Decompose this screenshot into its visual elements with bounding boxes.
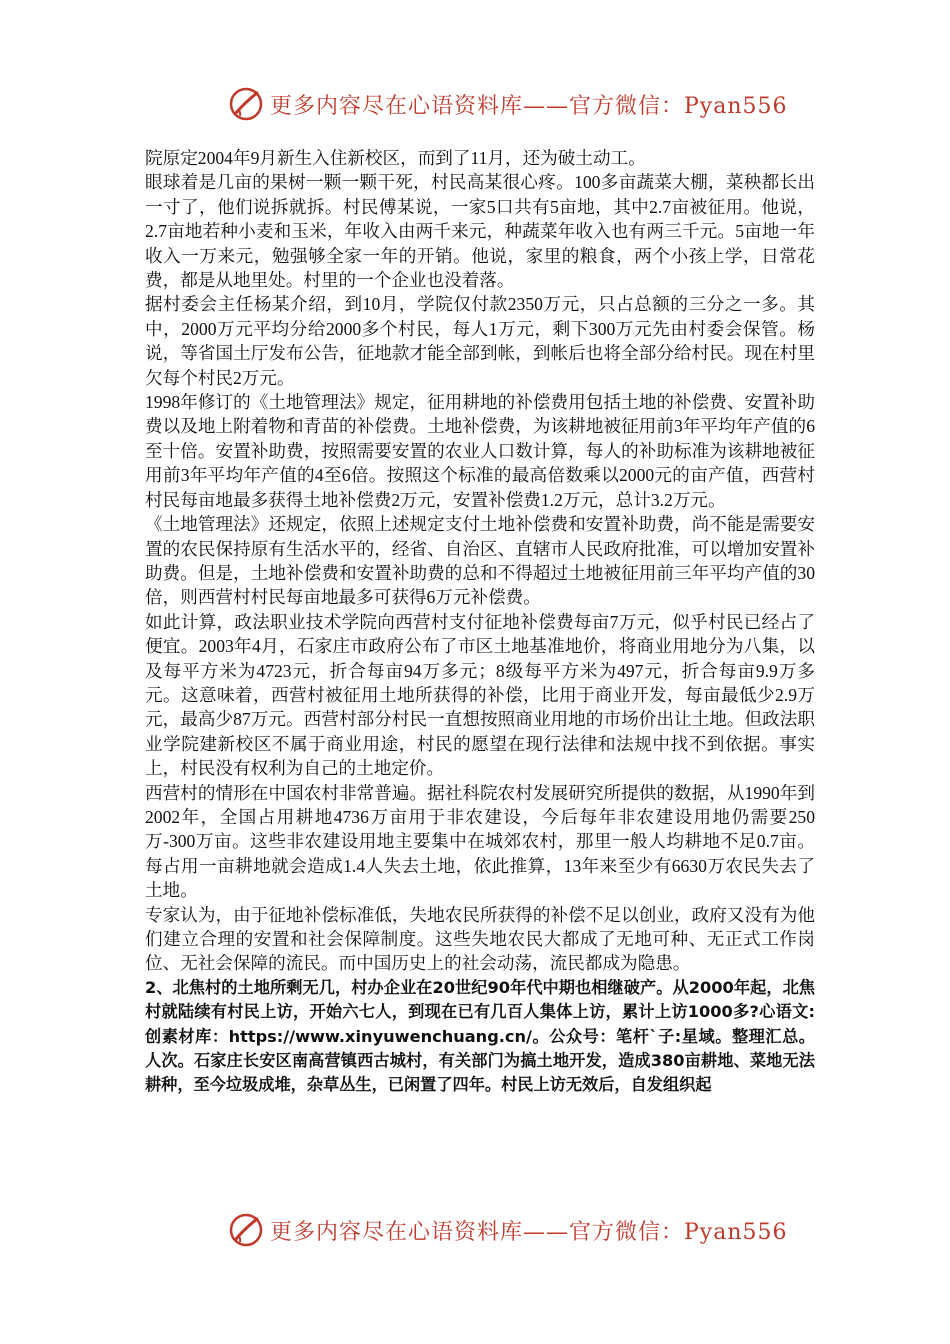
paragraph: 院原定2004年9月新生入住新校区，而到了11月，还为破土动工。: [145, 148, 646, 168]
paragraph: 《土地管理法》还规定，依照上述规定支付土地补偿费和安置补助费，尚不能是需要安置的农民保持原有生活水平的，经省、自治区、直辖市人民政府批准，可以增加安置补助费。但是，土地补偿费和安置补助费的总和不得超过土地被征用前三年平均产值的30倍，则西营村村民每亩地最多可获得6万元补偿费。: [145, 514, 815, 608]
paragraph-bold: 2、北焦村的土地所剩无几，村办企业在20世纪90年代中期也相继破产。从2000年起，北焦村就陆续有村民上访，开始六七人，到现在已有几百人集体上访，累计上访1000多?心语文:创素材库：https://www.xinyuwenchuang.cn/。公众号：笔杆`子:星域。整理汇总。人次。石家庄长安区南高营镇西古城村，有关部门为搞土地开发，造成380亩耕地、菜地无法耕种，至今垃圾成堆，杂草丛生，已闲置了四年。村民上访无效后，自发组织起: [145, 977, 815, 1095]
paragraph: 眼球着是几亩的果树一颗一颗干死，村民高某很心疼。100多亩蔬菜大棚，菜秧都长出一寸了，他们说拆就拆。村民傅某说，一家5口共有5亩地，其中2.7亩被征用。他说，2.7亩地若种小麦和玉米，年收入由两千来元，种蔬菜年收入也有两三千元。5亩地一年收入一万来元，勉强够全家一年的开销。他说，家里的粮食，两个小孩上学，日常花费，都是从地里处。村里的一个企业也没着落。: [145, 172, 815, 291]
header-watermark-banner: [0, 84, 950, 124]
brush-logo-icon: [228, 86, 264, 122]
paragraph: 专家认为，由于征地补偿标准低，失地农民所获得的补偿不足以创业，政府又没有为他们建立合理的安置和社会保障制度。这些失地农民大都成了无地可种、无正式工作岗位、无社会保障的流民。而中国历史上的社会动荡，流民都成为隐患。: [145, 904, 815, 974]
paragraph: 如此计算，政法职业技术学院向西营村支付征地补偿费每亩7万元，似乎村民已经占了便宜。2003年4月，石家庄市政府公布了市区土地基准地价，将商业用地分为八集，以及每平方米为4723元，折合每亩94万多元；8级每平方米为497元，折合每亩9.9万多元。这意味着，西营村被征用土地所获得的补偿，比用于商业开发，每亩最低少2.9万元，最高少87万元。西营村部分村民一直想按照商业用地的市场价出让土地。但政法职业学院建新校区不属于商业用途，村民的愿望在现行法律和法规中找不到依据。事实上，村民没有权利为自己的土地定价。: [145, 611, 815, 779]
footer-watermark-banner: [0, 1210, 950, 1250]
brush-logo-icon: [228, 1212, 264, 1248]
paragraph: 西营村的情形在中国农村非常普遍。据社科院农村发展研究所提供的数据，从1990年到2002年，全国占用耕地4736万亩用于非农建设，今后每年非农建设用地仍需要250万-300万亩。这些非农建设用地主要集中在城郊农村，那里一般人均耕地不足0.7亩。每占用一亩耕地就会造成1.4人失去土地，依此推算，13年来至少有6630万农民失去了土地。: [145, 782, 815, 901]
banner-text: 更多内容尽在心语资料库——官方微信：Pyan556: [270, 1219, 788, 1245]
paragraph: 1998年修订的《土地管理法》规定，征用耕地的补偿费用包括土地的补偿费、安置补助费以及地上附着物和青苗的补偿费。土地补偿费，为该耕地被征用前3年平均年产值的6至十倍。安置补助费，按照需要安置的农业人口数计算，每人的补助标准为该耕地被征用前3年平均年产值的4至6倍。按照这个标准的最高倍数乘以2000元的亩产值，西营村村民每亩地最多获得土地补偿费2万元，安置补偿费1.2万元，总计3.2万元。: [145, 392, 815, 510]
document-body: [145, 146, 815, 1098]
paragraph: 据村委会主任杨某介绍，到10月，学院仅付款2350万元，只占总额的三分之一多。其中，2000万元平均分给2000多个村民，每人1万元，剩下300万元先由村委会保管。杨说，等省国土厅发布公告，征地款才能全部到帐，到帐后也将全部分给村民。现在村里欠每个村民2万元。: [145, 294, 815, 388]
banner-text: 更多内容尽在心语资料库——官方微信：Pyan556: [270, 93, 788, 119]
